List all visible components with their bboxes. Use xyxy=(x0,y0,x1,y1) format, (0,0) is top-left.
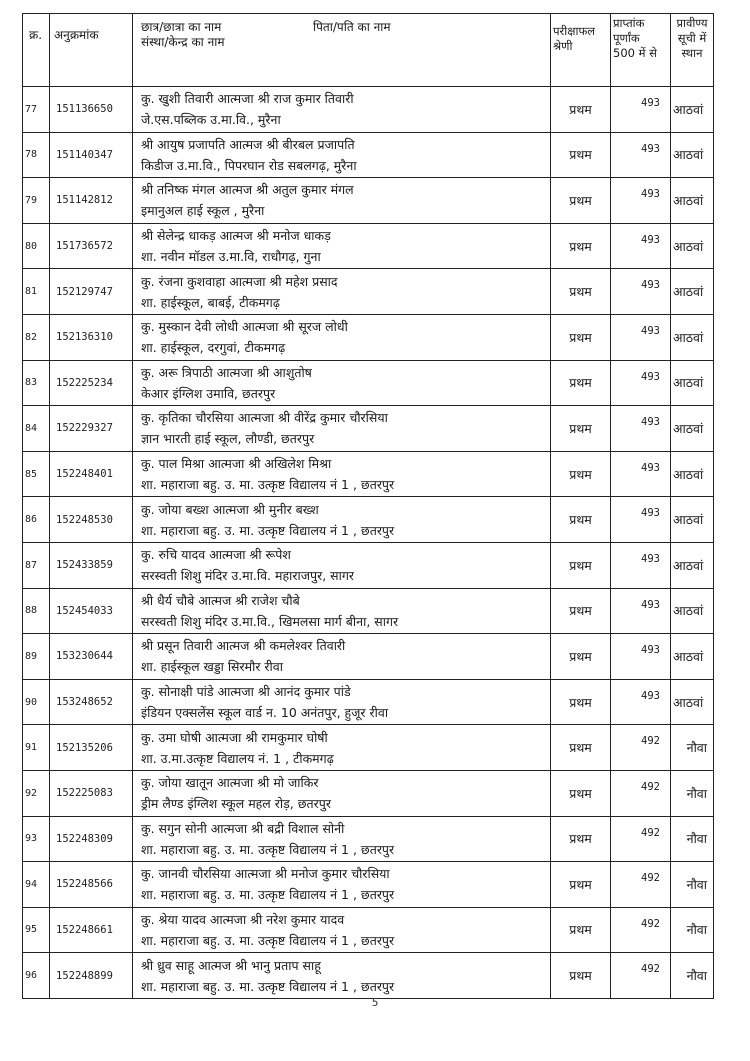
merit-rank: आठवां xyxy=(671,406,714,452)
table-row xyxy=(23,907,714,953)
student-cell xyxy=(133,406,551,452)
student-name: कु. खुशी तिवारी आत्मजा श्री राज कुमार तिवारी xyxy=(141,91,354,107)
result-category: प्रथम xyxy=(551,178,611,224)
serial-number: 84 xyxy=(23,406,50,452)
student-name: कु. सोनाक्षी पांडे आत्मजा श्री आनंद कुमार पांडे xyxy=(141,684,351,700)
school-name: ड्रीम लैण्ड इंग्लिश स्कूल महल रोड़, छतरपुर xyxy=(141,796,331,812)
result-category: प्रथम xyxy=(551,360,611,406)
header-roll-number: अनुक्रमांक xyxy=(50,14,133,87)
student-name: कु. सगुन सोनी आत्मजा श्री बद्री विशाल सोनी xyxy=(141,820,345,836)
serial-number: 95 xyxy=(23,907,50,953)
merit-rank: आठवां xyxy=(671,542,714,588)
marks-obtained: 493 xyxy=(611,497,671,543)
student-name: कु. श्रेया यादव आत्मजा श्री नरेश कुमार यादव xyxy=(141,911,345,927)
student-cell xyxy=(133,223,551,269)
marks-obtained: 492 xyxy=(611,953,671,999)
table-row xyxy=(23,178,714,224)
header-school-name: संस्था/केन्द्र का नाम xyxy=(141,35,225,49)
student-name: श्री प्रसून तिवारी आत्मज श्री कमलेश्वर तिवारी xyxy=(141,638,346,654)
student-name: कु. जोया बख्श आत्मजा श्री मुनीर बख्श xyxy=(141,501,319,517)
roll-number: 153248652 xyxy=(50,679,133,725)
school-name: ज्ञान भारती हाई स्कूल, लौण्डी, छतरपुर xyxy=(141,431,315,447)
roll-number: 152248899 xyxy=(50,953,133,999)
roll-number: 152454033 xyxy=(50,588,133,634)
result-category: प्रथम xyxy=(551,907,611,953)
marks-obtained: 492 xyxy=(611,907,671,953)
marks-obtained: 492 xyxy=(611,725,671,771)
table-row xyxy=(23,360,714,406)
student-name: कु. जोया खातून आत्मजा श्री मो जाकिर xyxy=(141,775,319,791)
school-name: शा. उ.मा.उत्कृष्ट विद्यालय नं. 1 , टीकमगढ़ xyxy=(141,750,334,766)
school-name: सरस्वती शिशु मंदिर उ.मा.वि., खिमलसा मार्ग बीना, सागर xyxy=(141,613,399,629)
school-name: शा. महाराजा बहु. उ. मा. उत्कृष्ट विद्यालय नं 1 , छतरपुर xyxy=(141,978,395,994)
merit-rank: नौवा xyxy=(671,725,714,771)
serial-number: 79 xyxy=(23,178,50,224)
marks-obtained: 493 xyxy=(611,223,671,269)
marks-obtained: 492 xyxy=(611,862,671,908)
student-name: कु. अरू त्रिपाठी आत्मजा श्री आशुतोष xyxy=(141,364,312,380)
student-cell xyxy=(133,862,551,908)
marks-obtained: 493 xyxy=(611,406,671,452)
student-name: श्री सेलेन्द्र धाकड़ आत्मज श्री मनोज धाकड़ xyxy=(141,228,331,244)
table-row xyxy=(23,87,714,133)
result-category: प्रथम xyxy=(551,588,611,634)
result-category: प्रथम xyxy=(551,770,611,816)
roll-number: 151142812 xyxy=(50,178,133,224)
school-name: शा. महाराजा बहु. उ. मा. उत्कृष्ट विद्यालय नं 1 , छतरपुर xyxy=(141,887,395,903)
header-marks-label: प्राप्तांक xyxy=(613,16,645,30)
serial-number: 94 xyxy=(23,862,50,908)
header-result-category xyxy=(551,14,611,87)
marks-obtained: 493 xyxy=(611,634,671,680)
serial-number: 93 xyxy=(23,816,50,862)
roll-number: 152248566 xyxy=(50,862,133,908)
merit-rank: आठवां xyxy=(671,451,714,497)
student-name: श्री ध्रुव साहू आत्मज श्री भानु प्रताप साहू xyxy=(141,957,321,973)
table-row xyxy=(23,588,714,634)
roll-number: 151736572 xyxy=(50,223,133,269)
marks-obtained: 493 xyxy=(611,87,671,133)
result-category: प्रथम xyxy=(551,725,611,771)
serial-number: 90 xyxy=(23,679,50,725)
result-category: प्रथम xyxy=(551,634,611,680)
student-cell xyxy=(133,497,551,543)
result-category: प्रथम xyxy=(551,87,611,133)
merit-rank: नौवा xyxy=(671,907,714,953)
roll-number: 152248530 xyxy=(50,497,133,543)
roll-number: 152248401 xyxy=(50,451,133,497)
roll-number: 152229327 xyxy=(50,406,133,452)
serial-number: 81 xyxy=(23,269,50,315)
student-name: कु. रंजना कुशवाहा आत्मजा श्री महेश प्रसाद xyxy=(141,273,338,289)
school-name: शा. महाराजा बहु. उ. मा. उत्कृष्ट विद्यालय नं 1 , छतरपुर xyxy=(141,932,395,948)
header-list-label: सूची में xyxy=(677,31,707,45)
merit-list-table xyxy=(22,13,714,999)
marks-obtained: 492 xyxy=(611,770,671,816)
roll-number: 153230644 xyxy=(50,634,133,680)
roll-number: 152225234 xyxy=(50,360,133,406)
merit-rank: आठवां xyxy=(671,588,714,634)
marks-obtained: 492 xyxy=(611,816,671,862)
table-row xyxy=(23,451,714,497)
table-row xyxy=(23,542,714,588)
school-name: शा. हाईस्कूल, बाबई, टीकमगढ़ xyxy=(141,294,280,310)
school-name: इंडियन एक्सलेंस स्कूल वार्ड न. 10 अनंतपुर, हुजूर रीवा xyxy=(141,705,389,721)
header-father-name: पिता/पति का नाम xyxy=(313,20,391,34)
marks-obtained: 493 xyxy=(611,588,671,634)
result-category: प्रथम xyxy=(551,953,611,999)
school-name: इमानुअल हाई स्कूल , मुरैना xyxy=(141,203,265,219)
school-name: किडीज उ.मा.वि., पिपरघान रोड सबलगढ़, मुरैना xyxy=(141,157,357,173)
roll-number: 152433859 xyxy=(50,542,133,588)
marks-obtained: 493 xyxy=(611,178,671,224)
school-name: शा. हाईस्कूल खड्डा सिरमौर रीवा xyxy=(141,659,283,675)
result-category: प्रथम xyxy=(551,314,611,360)
result-category: प्रथम xyxy=(551,542,611,588)
roll-number: 152129747 xyxy=(50,269,133,315)
student-name: श्री धैर्य चौबे आत्मज श्री राजेश चौबे xyxy=(141,592,300,608)
page-number: 5 xyxy=(371,996,379,1009)
student-name: श्री आयुष प्रजापति आत्मज श्री बीरबल प्रजापति xyxy=(141,136,355,152)
result-category: प्रथम xyxy=(551,816,611,862)
student-cell xyxy=(133,770,551,816)
table-row xyxy=(23,953,714,999)
serial-number: 96 xyxy=(23,953,50,999)
student-cell xyxy=(133,816,551,862)
table-row xyxy=(23,406,714,452)
serial-number: 88 xyxy=(23,588,50,634)
table-row xyxy=(23,132,714,178)
merit-rank: नौवा xyxy=(671,816,714,862)
student-cell xyxy=(133,907,551,953)
student-name: कु. उमा घोषी आत्मजा श्री रामकुमार घोषी xyxy=(141,729,328,745)
merit-rank: आठवां xyxy=(671,314,714,360)
student-name: कु. जानवी चौरसिया आत्मजा श्री मनोज कुमार चौरसिया xyxy=(141,866,390,882)
table-row xyxy=(23,816,714,862)
school-name: जे.एस.पब्लिक उ.मा.वि., मुरैना xyxy=(141,112,281,128)
marks-obtained: 493 xyxy=(611,360,671,406)
student-cell xyxy=(133,634,551,680)
student-cell xyxy=(133,953,551,999)
student-cell xyxy=(133,679,551,725)
merit-rank: आठवां xyxy=(671,87,714,133)
merit-rank: आठवां xyxy=(671,132,714,178)
header-marks xyxy=(611,14,671,87)
serial-number: 78 xyxy=(23,132,50,178)
merit-rank: आठवां xyxy=(671,269,714,315)
school-name: सरस्वती शिशु मंदिर उ.मा.वि. महाराजपुर, सागर xyxy=(141,568,354,584)
header-result-label: परीक्षाफल xyxy=(553,24,596,38)
roll-number: 151136650 xyxy=(50,87,133,133)
marks-obtained: 493 xyxy=(611,314,671,360)
serial-number: 77 xyxy=(23,87,50,133)
roll-number: 152248661 xyxy=(50,907,133,953)
roll-number: 152248309 xyxy=(50,816,133,862)
student-cell xyxy=(133,588,551,634)
header-category-label: श्रेणी xyxy=(553,39,573,53)
student-cell xyxy=(133,314,551,360)
student-cell xyxy=(133,87,551,133)
table-row xyxy=(23,223,714,269)
merit-rank: नौवा xyxy=(671,953,714,999)
marks-obtained: 493 xyxy=(611,451,671,497)
header-out-of-label: 500 में से xyxy=(613,46,657,60)
student-name: कु. पाल मिश्रा आत्मजा श्री अखिलेश मिश्रा xyxy=(141,456,332,472)
table-row xyxy=(23,770,714,816)
student-cell xyxy=(133,178,551,224)
table-row xyxy=(23,725,714,771)
header-total-label: पूर्णांक xyxy=(613,31,640,45)
student-name: कु. रुचि यादव आत्मजा श्री रूपेश xyxy=(141,547,291,563)
roll-number: 151140347 xyxy=(50,132,133,178)
merit-rank: आठवां xyxy=(671,679,714,725)
serial-number: 86 xyxy=(23,497,50,543)
result-category: प्रथम xyxy=(551,406,611,452)
result-category: प्रथम xyxy=(551,451,611,497)
serial-number: 92 xyxy=(23,770,50,816)
header-row xyxy=(23,14,714,87)
result-category: प्रथम xyxy=(551,862,611,908)
table-row xyxy=(23,314,714,360)
header-student-name: छात्र/छात्रा का नाम xyxy=(141,20,222,34)
merit-rank: नौवा xyxy=(671,770,714,816)
serial-number: 83 xyxy=(23,360,50,406)
school-name: शा. नवीन मॉडल उ.मा.वि, राधौगढ़, गुना xyxy=(141,249,321,265)
merit-rank: नौवा xyxy=(671,862,714,908)
header-merit-label: प्रावीण्य xyxy=(676,16,708,30)
serial-number: 85 xyxy=(23,451,50,497)
serial-number: 87 xyxy=(23,542,50,588)
header-merit-rank xyxy=(671,14,714,87)
student-cell xyxy=(133,725,551,771)
serial-number: 91 xyxy=(23,725,50,771)
student-cell xyxy=(133,360,551,406)
marks-obtained: 493 xyxy=(611,132,671,178)
school-name: शा. महाराजा बहु. उ. मा. उत्कृष्ट विद्यालय नं 1 , छतरपुर xyxy=(141,841,395,857)
result-category: प्रथम xyxy=(551,679,611,725)
school-name: शा. महाराजा बहु. उ. मा. उत्कृष्ट विद्यालय नं 1 , छतरपुर xyxy=(141,477,395,493)
student-cell xyxy=(133,269,551,315)
marks-obtained: 493 xyxy=(611,269,671,315)
table-row xyxy=(23,862,714,908)
marks-obtained: 493 xyxy=(611,679,671,725)
table-row xyxy=(23,679,714,725)
serial-number: 82 xyxy=(23,314,50,360)
school-name: शा. महाराजा बहु. उ. मा. उत्कृष्ट विद्यालय नं 1 , छतरपुर xyxy=(141,522,395,538)
marks-obtained: 493 xyxy=(611,542,671,588)
merit-rank: आठवां xyxy=(671,497,714,543)
roll-number: 152135206 xyxy=(50,725,133,771)
table-row xyxy=(23,269,714,315)
merit-rank: आठवां xyxy=(671,360,714,406)
student-name: श्री तनिष्क मंगल आत्मज श्री अतुल कुमार मंगल xyxy=(141,182,354,198)
roll-number: 152136310 xyxy=(50,314,133,360)
school-name: शा. हाईस्कूल, दरगुवां, टीकमगढ़ xyxy=(141,340,286,356)
header-name-school xyxy=(133,14,551,87)
roll-number: 152225083 xyxy=(50,770,133,816)
merit-rank: आठवां xyxy=(671,223,714,269)
student-cell xyxy=(133,542,551,588)
header-position-label: स्थान xyxy=(681,46,703,60)
result-category: प्रथम xyxy=(551,497,611,543)
table-row xyxy=(23,634,714,680)
table-row xyxy=(23,497,714,543)
serial-number: 89 xyxy=(23,634,50,680)
result-category: प्रथम xyxy=(551,269,611,315)
merit-rank: आठवां xyxy=(671,634,714,680)
merit-rank: आठवां xyxy=(671,178,714,224)
header-serial-number: क्र. xyxy=(23,14,50,87)
serial-number: 80 xyxy=(23,223,50,269)
student-cell xyxy=(133,451,551,497)
student-cell xyxy=(133,132,551,178)
student-name: कु. मुस्कान देवी लोधी आत्मजा श्री सूरज लोधी xyxy=(141,319,348,335)
result-category: प्रथम xyxy=(551,223,611,269)
school-name: केआर इंग्लिश उमावि, छतरपुर xyxy=(141,385,276,401)
student-name: कु. कृतिका चौरसिया आत्मजा श्री वीरेंद्र कुमार चौरसिया xyxy=(141,410,388,426)
result-category: प्रथम xyxy=(551,132,611,178)
